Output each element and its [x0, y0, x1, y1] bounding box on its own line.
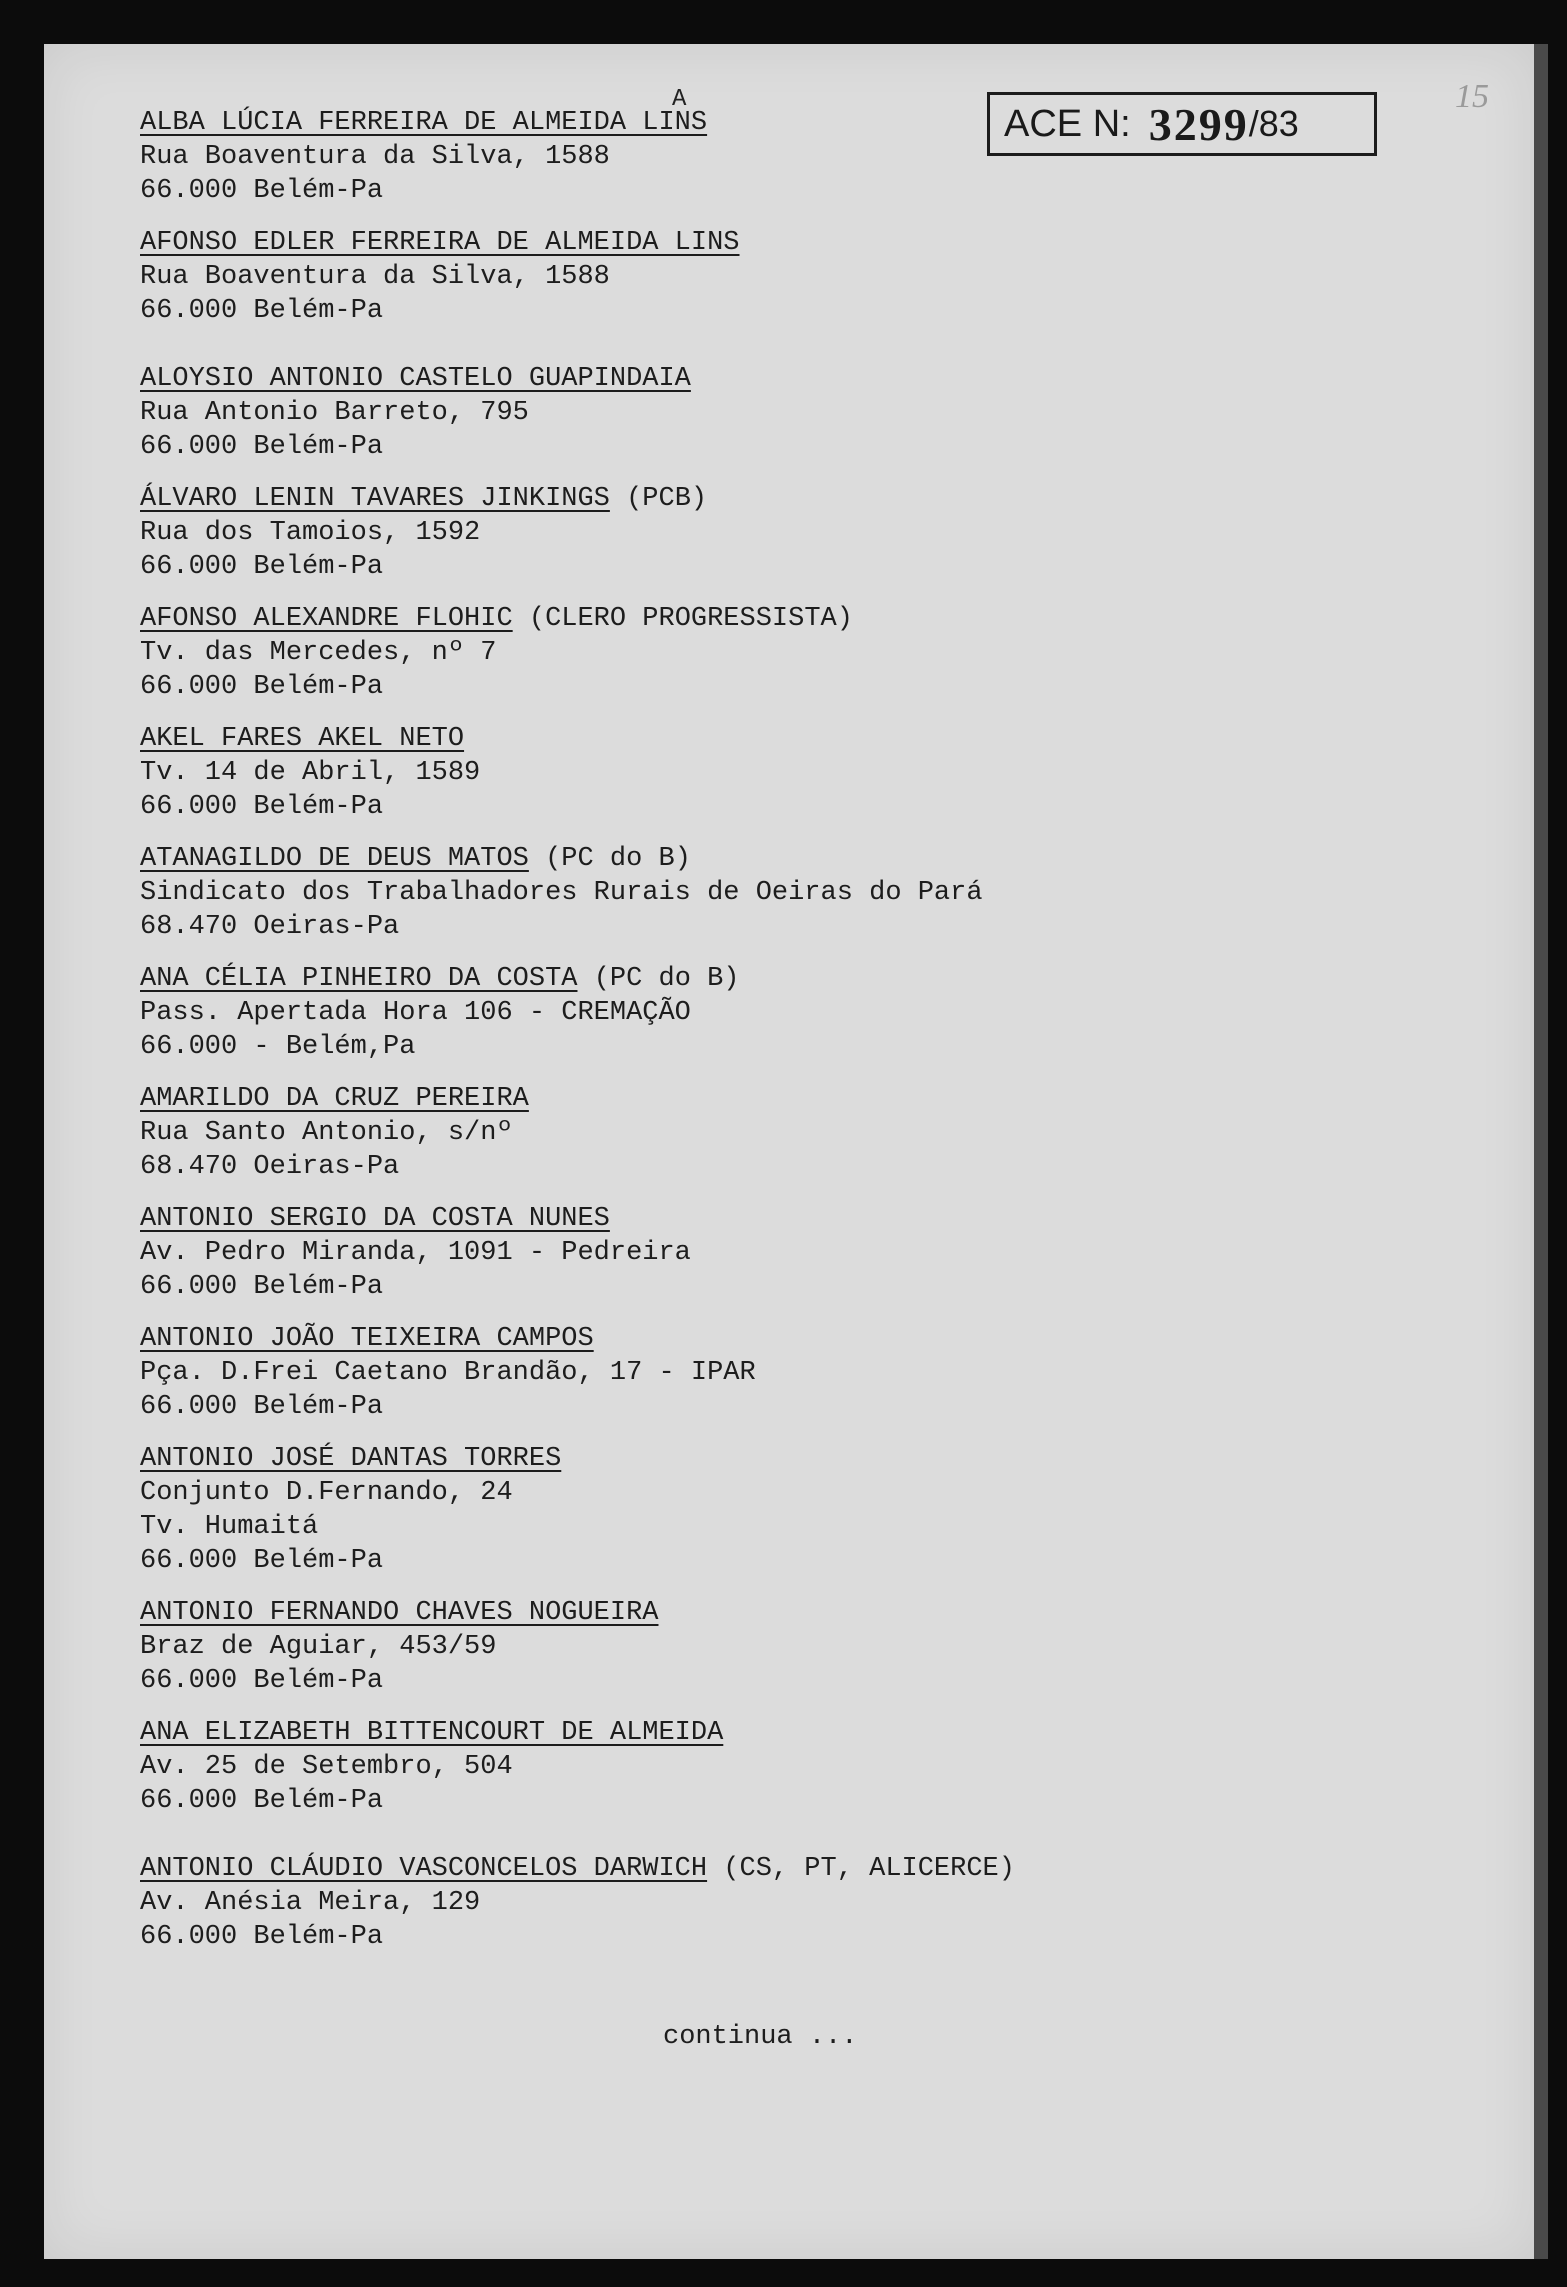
city-line: 68.470 Oeiras-Pa [140, 1152, 400, 1182]
list-item [140, 1716, 1390, 1818]
person-name: ANTONIO SERGIO DA COSTA NUNES [140, 1204, 610, 1234]
city-line: 66.000 Belém-Pa [140, 552, 384, 582]
address-line: Av. Pedro Miranda, 1091 - Pedreira [140, 1238, 691, 1268]
address-line: Rua Boaventura da Silva, 1588 [140, 142, 610, 172]
list-item [140, 1082, 1390, 1184]
city-line: 66.000 Belém-Pa [140, 1546, 384, 1576]
address-line: Conjunto D.Fernando, 24 [140, 1478, 513, 1508]
address-line: Braz de Aguiar, 453/59 [140, 1632, 497, 1662]
city-line: 66.000 - Belém,Pa [140, 1032, 416, 1062]
person-name: AKEL FARES AKEL NETO [140, 724, 465, 754]
person-name: ANA ELIZABETH BITTENCOURT DE ALMEIDA [140, 1718, 724, 1748]
person-name: ATANAGILDO DE DEUS MATOS [140, 844, 529, 874]
city-line: 68.470 Oeiras-Pa [140, 912, 400, 942]
affiliation: (CS, PT, ALICERCE) [723, 1854, 1015, 1884]
list-item [140, 106, 1390, 208]
list-item [140, 1202, 1390, 1304]
address-line: Av. Anésia Meira, 129 [140, 1888, 481, 1918]
address-line: Tv. Humaitá [140, 1512, 319, 1542]
city-line: 66.000 Belém-Pa [140, 1272, 384, 1302]
city-line: 66.000 Belém-Pa [140, 432, 384, 462]
affiliation: (PCB) [626, 484, 708, 514]
city-line: 66.000 Belém-Pa [140, 1922, 384, 1952]
stamp-year: /83 [1248, 103, 1299, 144]
person-name: ANTONIO FERNANDO CHAVES NOGUEIRA [140, 1598, 659, 1628]
list-item [140, 1596, 1390, 1698]
address-line: Pça. D.Frei Caetano Brandão, 17 - IPAR [140, 1358, 756, 1388]
stamp-label: ACE N: [1004, 102, 1131, 145]
page-edge [1534, 44, 1548, 2259]
list-item [140, 1442, 1390, 1578]
address-line: Sindicato dos Trabalhadores Rurais de Oeiras do Pará [140, 878, 983, 908]
city-line: 66.000 Belém-Pa [140, 672, 384, 702]
list-item [140, 362, 1390, 464]
stamp-number: 3299 [1148, 98, 1249, 150]
affiliation: (PC do B) [593, 964, 740, 994]
continuation-note: continua ... [663, 2022, 858, 2052]
affiliation: (PC do B) [545, 844, 691, 874]
person-name: ANTONIO JOÃO TEIXEIRA CAMPOS [140, 1324, 594, 1354]
person-name: ALBA LÚCIA FERREIRA DE ALMEIDA LINS [140, 108, 708, 138]
person-name: ÁLVARO LENIN TAVARES JINKINGS [140, 484, 610, 514]
city-line: 66.000 Belém-Pa [140, 1786, 384, 1816]
city-line: 66.000 Belém-Pa [140, 1392, 384, 1422]
address-line: Rua Antonio Barreto, 795 [140, 398, 529, 428]
affiliation: (CLERO PROGRESSISTA) [528, 604, 853, 634]
address-line: Rua dos Tamoios, 1592 [140, 518, 481, 548]
address-line: Pass. Apertada Hora 106 - CREMAÇÃO [140, 998, 691, 1028]
list-item [140, 962, 1390, 1064]
list-item [140, 1852, 1390, 1954]
person-name: ALOYSIO ANTONIO CASTELO GUAPINDAIA [140, 364, 691, 394]
list-item [140, 602, 1390, 704]
address-line: Tv. 14 de Abril, 1589 [140, 758, 481, 788]
list-item [140, 1322, 1390, 1424]
address-line: Av. 25 de Setembro, 504 [140, 1752, 513, 1782]
list-item [140, 722, 1390, 824]
list-item [140, 226, 1390, 328]
person-name: AFONSO EDLER FERREIRA DE ALMEIDA LINS [140, 228, 740, 258]
address-list [140, 106, 1390, 1972]
address-line: Rua Boaventura da Silva, 1588 [140, 262, 610, 292]
city-line: 66.000 Belém-Pa [140, 1666, 384, 1696]
address-line: Rua Santo Antonio, s/nº [140, 1118, 513, 1148]
person-name: ANA CÉLIA PINHEIRO DA COSTA [140, 964, 578, 994]
person-name: ANTONIO JOSÉ DANTAS TORRES [140, 1444, 562, 1474]
list-item [140, 842, 1390, 944]
page-number: 15 [1455, 78, 1489, 115]
person-name: AFONSO ALEXANDRE FLOHIC [140, 604, 513, 634]
city-line: 66.000 Belém-Pa [140, 792, 384, 822]
city-line: 66.000 Belém-Pa [140, 296, 384, 326]
section-letter: A [672, 86, 687, 113]
city-line: 66.000 Belém-Pa [140, 176, 384, 206]
list-item [140, 482, 1390, 584]
address-line: Tv. das Mercedes, nº 7 [140, 638, 497, 668]
person-name: AMARILDO DA CRUZ PEREIRA [140, 1084, 529, 1114]
person-name: ANTONIO CLÁUDIO VASCONCELOS DARWICH [140, 1854, 708, 1884]
